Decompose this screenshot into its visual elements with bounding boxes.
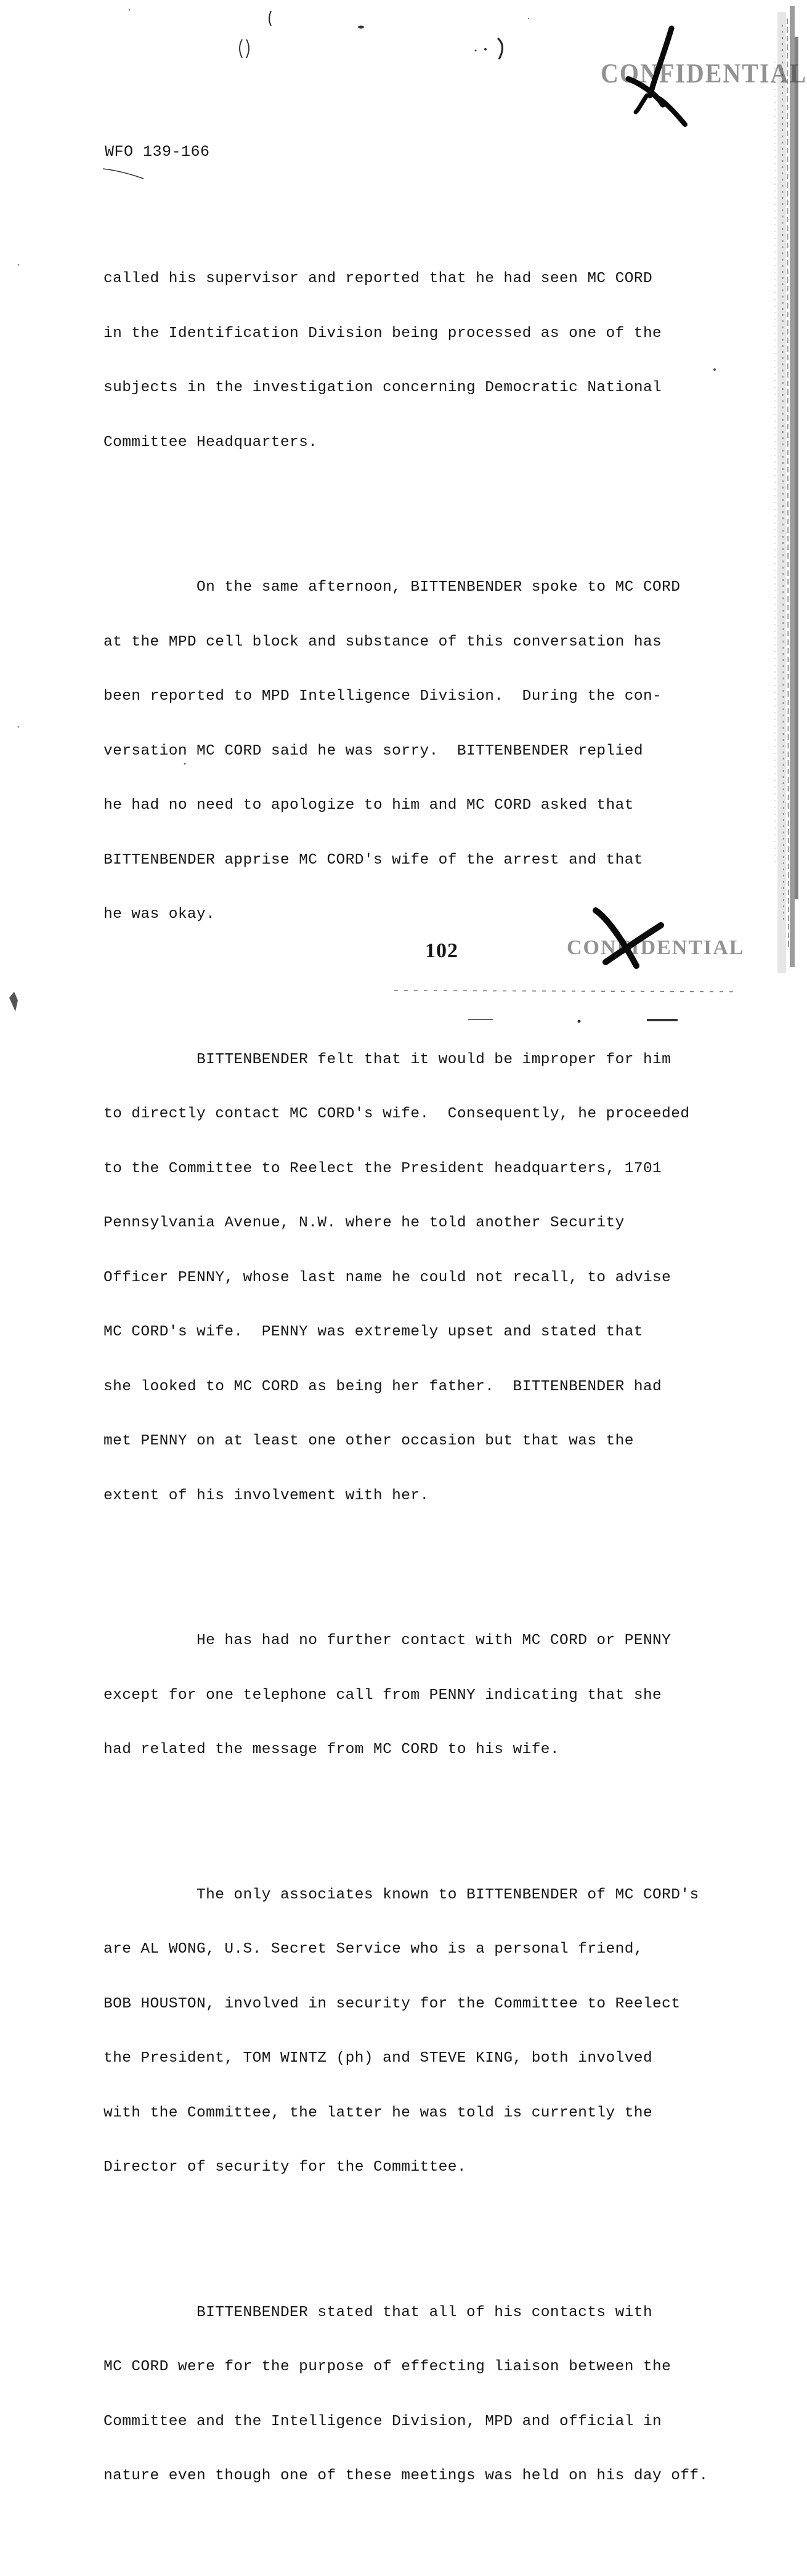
text-line: BITTENBENDER apprise MC CORD's wife of the arrest and that: [103, 851, 643, 869]
text-line: the President, TOM WINTZ (ph) and STEVE KING, both involved: [103, 2050, 653, 2067]
text-line: met PENNY on at least one other occasion but that was the: [103, 1433, 634, 1449]
text-line: MC CORD were for the purpose of effecting liaison between the: [103, 2359, 671, 2375]
text-line: been reported to MPD Intelligence Division. During the con-: [103, 688, 662, 705]
text-line: are AL WONG, U.S. Secret Service who is a personal friend,: [103, 1941, 643, 1958]
text-line: to the Committee to Reelect the President headquarters, 1701: [103, 1160, 662, 1177]
paragraph: [103, 542, 720, 960]
text-line: MC CORD's wife. PENNY was extremely upset and stated that: [103, 1324, 643, 1340]
classification-stamp-top: CONFIDENTIAL: [601, 57, 807, 89]
text-line: had related the message from MC CORD to his wife.: [103, 1741, 560, 1758]
text-line: he had no need to apologize to him and MC CORD asked that: [103, 797, 634, 814]
paragraph: [103, 1850, 720, 2213]
paragraph: [103, 1595, 720, 1796]
handwritten-x-mark-bottom: [596, 910, 661, 966]
page-number: 102: [425, 939, 458, 962]
text-line: The only associates known to BITTENBENDER of MC CORD's: [103, 1886, 699, 1903]
text-line: Committee Headquarters.: [103, 434, 318, 451]
text-line: except for one telephone call from PENNY indicating that she: [103, 1687, 662, 1704]
text-line: versation MC CORD said he was sorry. BITTENBENDER replied: [103, 742, 643, 759]
handwritten-x-mark-top: [622, 25, 696, 129]
text-line: she looked to MC CORD as being her father. BITTENBENDER had: [103, 1378, 662, 1395]
text-line: BITTENBENDER felt that it would be improper for him: [103, 1051, 671, 1068]
text-line: he was okay.: [103, 906, 216, 923]
text-line: Officer PENNY, whose last name he could not recall, to advise: [103, 1269, 671, 1286]
text-line: BITTENBENDER stated that all of his contacts with: [103, 2304, 653, 2321]
text-line: Director of security for the Committee.: [103, 2159, 466, 2176]
text-line: with the Committee, the latter he was told is currently the: [103, 2104, 653, 2121]
document-body: [103, 197, 720, 2576]
paragraph: [103, 233, 720, 488]
paragraph: [103, 2267, 720, 2522]
text-line: in the Identification Division being processed as one of the: [103, 325, 662, 342]
file-number-underline: [102, 165, 145, 180]
text-line: to directly contact MC CORD's wife. Consequently, he proceeded: [103, 1106, 690, 1122]
text-line: extent of his involvement with her.: [103, 1487, 429, 1504]
scan-edge-artifact: [734, 0, 802, 986]
text-line: On the same afternoon, BITTENBENDER spoke to MC CORD: [103, 579, 681, 596]
classification-stamp-bottom: CONFIDENTIAL: [567, 936, 745, 959]
text-line: subjects in the investigation concerning Democratic National: [103, 379, 662, 396]
text-line: He has had no further contact with MC CORD or PENNY: [103, 1632, 671, 1649]
text-line: BOB HOUSTON, involved in security for the Committee to Reelect: [103, 1995, 681, 2012]
text-line: at the MPD cell block and substance of this conversation has: [103, 633, 662, 650]
text-line: called his supervisor and reported that he had seen MC CORD: [103, 270, 653, 287]
text-line: nature even though one of these meetings was held on his day off.: [103, 2468, 708, 2484]
text-line: Committee and the Intelligence Division, MPD and official in: [103, 2413, 662, 2430]
paragraph: [103, 1015, 720, 1542]
text-line: Pennsylvania Avenue, N.W. where he told another Security: [103, 1215, 625, 1231]
file-number: WFO 139-166: [105, 143, 210, 161]
